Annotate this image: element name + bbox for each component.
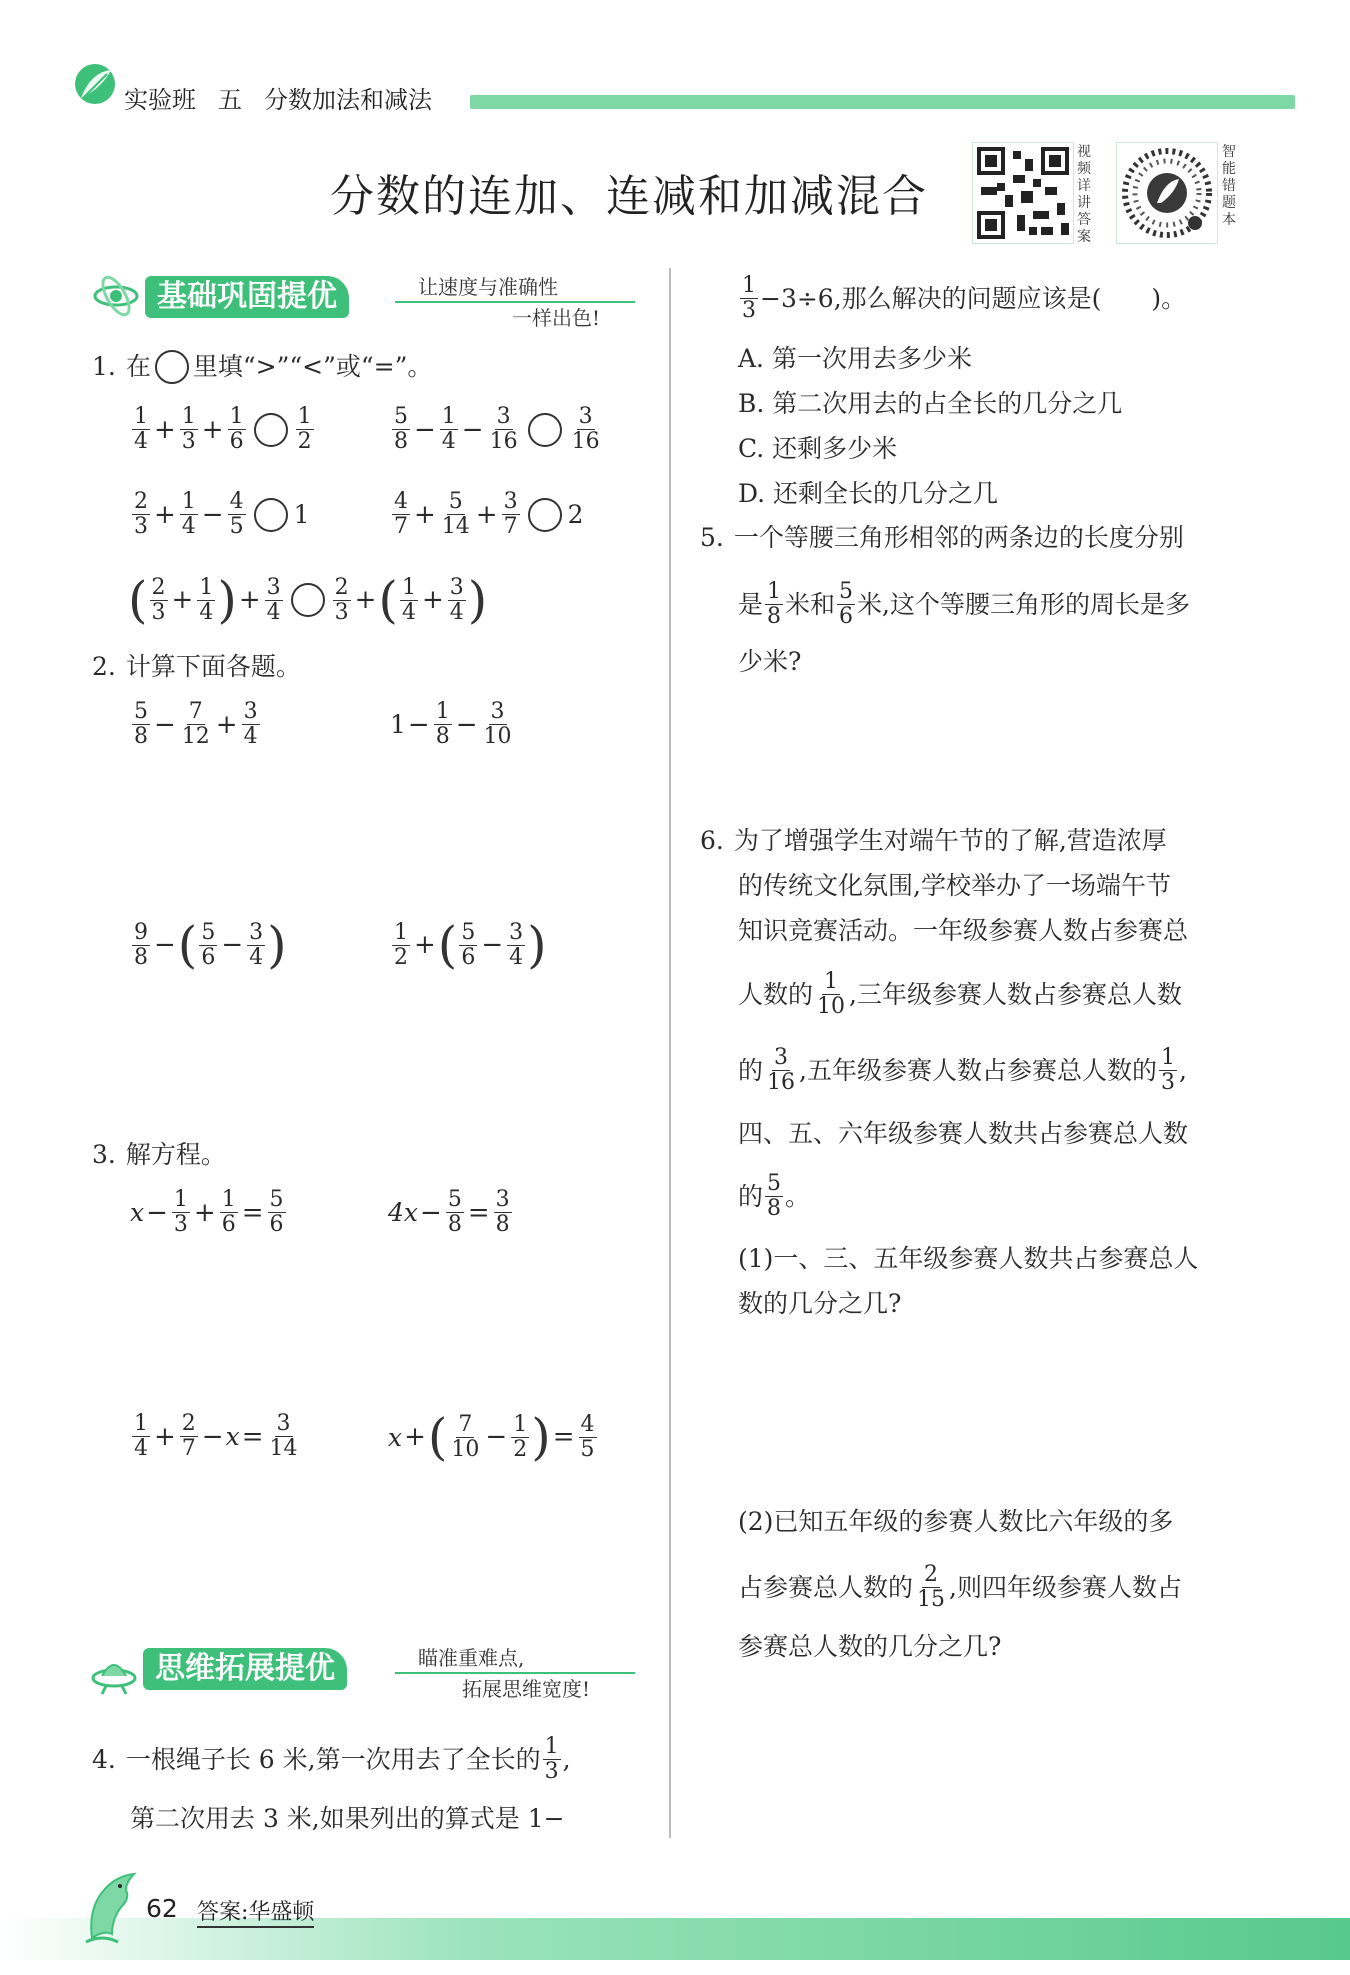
math-symbol: = xyxy=(552,1422,575,1452)
text-span: ,则四年级参赛人数占 xyxy=(949,1572,1182,1602)
fraction xyxy=(482,700,514,749)
fraction xyxy=(446,1188,464,1237)
section-extension-note-2: 拓展思维宽度! xyxy=(462,1677,591,1701)
math-symbol: − xyxy=(420,1197,442,1228)
numerator: 3 xyxy=(495,1187,510,1212)
section-basic-note-1: 让速度与准确性 xyxy=(418,275,558,299)
numerator: 5 xyxy=(269,1187,284,1212)
question-4-line-3 xyxy=(738,274,1186,323)
fraction xyxy=(815,970,847,1019)
text-span: , xyxy=(1178,1055,1187,1085)
math-symbol: + xyxy=(404,1422,426,1452)
denominator: 6 xyxy=(461,944,476,970)
denominator: 6 xyxy=(839,604,854,629)
fraction xyxy=(440,405,458,454)
text-span: 计算下面各题。 xyxy=(125,652,301,681)
parenthesis: ) xyxy=(467,571,488,629)
text-span: 3. xyxy=(92,1140,116,1169)
text-span: 人数的 xyxy=(738,979,814,1009)
q1-expr-4 xyxy=(390,490,584,539)
fraction xyxy=(507,921,525,970)
math-symbol: + xyxy=(193,1197,216,1228)
denominator: 14 xyxy=(269,1436,298,1461)
math-symbol: − xyxy=(221,930,244,960)
numerator: 5 xyxy=(447,1187,462,1212)
numerator: 1 xyxy=(199,574,214,600)
question-5-line-2 xyxy=(738,580,1190,629)
answer-circle[interactable] xyxy=(254,413,288,447)
numerator: 5 xyxy=(394,404,408,429)
numerator: 7 xyxy=(458,1411,473,1437)
denominator: 8 xyxy=(447,1212,462,1237)
parenthesis: ( xyxy=(437,916,458,974)
denominator: 12 xyxy=(181,724,210,749)
denominator: 3 xyxy=(742,298,756,323)
denominator: 3 xyxy=(1160,1070,1175,1095)
numerator: 3 xyxy=(503,489,518,514)
question-5 xyxy=(700,521,1184,555)
fraction xyxy=(172,1188,190,1237)
answer-circle[interactable] xyxy=(528,413,562,447)
numerator: 1 xyxy=(181,489,196,514)
math-symbol: x xyxy=(388,1422,403,1452)
numerator: 4 xyxy=(229,489,244,514)
numerator: 1 xyxy=(435,699,450,724)
question-6-line-7 xyxy=(738,1172,810,1221)
text-span: 里填“>”“<”或“=”。 xyxy=(192,352,433,381)
question-1 xyxy=(92,350,432,384)
numerator: 2 xyxy=(181,1411,196,1436)
denominator: 16 xyxy=(767,1070,796,1095)
denominator: 8 xyxy=(767,604,782,629)
fraction xyxy=(180,490,198,539)
fraction xyxy=(228,405,246,454)
denominator: 6 xyxy=(221,1212,236,1237)
fraction xyxy=(268,1188,286,1237)
numerator: 5 xyxy=(134,699,148,724)
fraction xyxy=(132,1412,150,1461)
question-4-line-2: 第二次用去 3 米,如果列出的算式是 1− xyxy=(130,1804,565,1833)
numerator: 3 xyxy=(509,919,524,945)
fraction xyxy=(837,580,855,629)
numerator: 1 xyxy=(544,1734,559,1759)
q2-expr-2 xyxy=(390,700,516,749)
math-symbol: = xyxy=(241,1197,264,1228)
numerator: 1 xyxy=(221,1187,236,1212)
numerator: 3 xyxy=(496,404,511,429)
fraction xyxy=(228,490,246,539)
fraction xyxy=(740,274,758,323)
fraction xyxy=(132,490,150,539)
fraction xyxy=(765,1046,797,1095)
parenthesis: ) xyxy=(527,916,547,974)
dolphin-icon xyxy=(82,1868,142,1946)
text-span: −3÷6,那么解决的问题应该是( )。 xyxy=(760,283,1187,313)
page-title: 分数的连加、连减和加减混合 xyxy=(330,171,928,222)
math-symbol: − xyxy=(461,414,484,445)
denominator: 3 xyxy=(151,599,166,625)
math-symbol: − xyxy=(146,1197,168,1228)
fraction xyxy=(502,490,520,539)
numerator: 2 xyxy=(151,574,166,600)
question-6-part-1-line-2: 数的几分之几? xyxy=(738,1289,902,1318)
denominator: 8 xyxy=(435,724,450,749)
numerator: 1 xyxy=(742,273,756,298)
denominator: 6 xyxy=(201,944,216,970)
fraction xyxy=(392,921,410,970)
math-symbol: + xyxy=(238,585,261,615)
q3-eq-1 xyxy=(130,1188,288,1237)
math-symbol: = xyxy=(467,1197,490,1228)
text-span: ,五年级参赛人数占参赛总人数的 xyxy=(799,1055,1157,1085)
numerator: 5 xyxy=(448,489,463,514)
numerator: 1 xyxy=(394,919,408,945)
section-basic-rule xyxy=(395,301,635,303)
numerator: 3 xyxy=(243,699,258,724)
denominator: 7 xyxy=(394,514,408,539)
fraction xyxy=(265,576,283,625)
denominator: 16 xyxy=(489,429,518,454)
section-extension-note-1: 瞄准重难点, xyxy=(418,1646,525,1670)
text-span: 1. xyxy=(92,352,116,381)
question-6-line-5 xyxy=(738,1046,1187,1095)
fraction xyxy=(150,576,168,625)
fraction xyxy=(448,576,466,625)
text-span: 是 xyxy=(738,589,764,619)
math-symbol: − xyxy=(455,709,478,740)
text-span: 米和 xyxy=(785,589,836,619)
header-unit: 五 xyxy=(218,86,242,114)
math-symbol: − xyxy=(485,1422,508,1452)
denominator: 6 xyxy=(269,1212,284,1237)
header-series: 实验班 xyxy=(124,86,196,114)
math-symbol: − xyxy=(201,499,224,530)
numerator: 2 xyxy=(134,489,148,514)
question-6-line-2: 的传统文化氛围,学校举办了一场端午节 xyxy=(738,871,1171,900)
math-symbol: + xyxy=(414,930,436,960)
qr-video-label: 视频详讲答案 xyxy=(1077,144,1091,245)
numerator: 4 xyxy=(580,1411,595,1437)
denominator: 4 xyxy=(181,514,196,539)
parenthesis: ( xyxy=(427,1408,448,1466)
denominator: 7 xyxy=(181,1436,196,1461)
math-symbol: − xyxy=(154,930,176,960)
q4-option-d: D. 还剩全长的几分之几 xyxy=(738,479,999,508)
fraction xyxy=(440,490,472,539)
text-span: , xyxy=(562,1744,571,1774)
column-divider xyxy=(669,268,671,1838)
numerator: 3 xyxy=(774,1045,789,1070)
fraction xyxy=(543,1735,561,1784)
text-span: 5. xyxy=(700,523,724,552)
denominator: 10 xyxy=(451,1436,480,1462)
question-6-part-1-line-1: (1)一、三、五年级参赛人数共占参赛总人 xyxy=(738,1244,1199,1273)
section-basic-note-2: 一样出色! xyxy=(512,306,601,330)
atom-icon xyxy=(92,272,140,320)
denominator: 7 xyxy=(503,514,518,539)
numerator: 3 xyxy=(490,699,505,724)
q4-option-a: A. 第一次用去多少米 xyxy=(738,344,972,373)
fraction xyxy=(242,700,260,749)
fraction xyxy=(570,405,602,454)
math-symbol: + xyxy=(154,499,176,530)
question-6-line-4 xyxy=(738,970,1182,1019)
text-span: 在 xyxy=(125,352,151,381)
parenthesis: ( xyxy=(128,571,148,629)
question-6-part-2-line-3: 参赛总人数的几分之几? xyxy=(738,1632,1002,1661)
wrong-questions-qr-icon xyxy=(1116,142,1218,244)
numerator: 1 xyxy=(134,1411,148,1436)
denominator: 8 xyxy=(767,1196,782,1221)
fraction xyxy=(488,405,520,454)
text-span: 米,这个等腰三角形的周长是多 xyxy=(857,589,1190,619)
fraction xyxy=(511,1413,529,1462)
numerator: 1 xyxy=(1160,1045,1175,1070)
leaf-logo-icon xyxy=(73,62,117,106)
math-symbol: 2 xyxy=(567,500,584,529)
q3-eq-3 xyxy=(130,1412,302,1461)
denominator: 4 xyxy=(441,429,456,454)
question-6-part-2-line-2 xyxy=(738,1563,1182,1612)
numerator: 3 xyxy=(249,919,264,945)
math-symbol: = xyxy=(241,1421,264,1452)
math-symbol: − xyxy=(154,709,176,740)
denominator: 4 xyxy=(199,599,214,625)
fraction xyxy=(494,1188,512,1237)
qr-wrongbook-label: 智能错题本 xyxy=(1222,144,1236,228)
fraction xyxy=(199,921,217,970)
numerator: 5 xyxy=(461,919,476,945)
math-symbol: − xyxy=(481,930,504,960)
qr-code-icon xyxy=(972,142,1074,244)
answer-circle[interactable] xyxy=(291,583,325,617)
denominator: 14 xyxy=(441,514,470,539)
fraction xyxy=(459,921,477,970)
denominator: 4 xyxy=(134,429,148,454)
ufo-icon xyxy=(90,1650,138,1698)
math-symbol: + xyxy=(414,499,436,530)
text-span: 为了增强学生对端午节的了解,营造浓厚 xyxy=(733,826,1167,855)
answer-circle[interactable] xyxy=(528,498,562,532)
compare-circle-icon xyxy=(155,350,189,384)
fraction xyxy=(132,921,150,970)
fraction xyxy=(180,700,212,749)
q2-expr-4 xyxy=(390,916,547,974)
denominator: 10 xyxy=(483,724,512,749)
header-breadcrumb xyxy=(124,80,454,115)
math-symbol: + xyxy=(154,1421,176,1452)
q2-expr-3 xyxy=(130,916,287,974)
denominator: 2 xyxy=(394,944,408,970)
numerator: 3 xyxy=(266,574,281,600)
fraction xyxy=(434,700,452,749)
fraction xyxy=(449,1413,481,1462)
text-span: 的 xyxy=(738,1055,764,1085)
numerator: 7 xyxy=(188,699,203,724)
numerator: 1 xyxy=(824,969,839,994)
denominator: 16 xyxy=(571,429,600,454)
numerator: 1 xyxy=(173,1187,188,1212)
q2-expr-1 xyxy=(130,700,262,749)
math-symbol: + xyxy=(354,585,377,615)
parenthesis: ) xyxy=(267,916,287,974)
numerator: 1 xyxy=(297,404,312,429)
parenthesis: ) xyxy=(217,571,237,629)
fraction xyxy=(220,1188,238,1237)
numerator: 5 xyxy=(767,1171,782,1196)
text-span: 。 xyxy=(785,1181,811,1211)
fraction xyxy=(579,1413,597,1462)
math-symbol: + xyxy=(171,585,194,615)
denominator: 6 xyxy=(229,429,244,454)
q3-eq-2 xyxy=(388,1188,514,1237)
numerator: 5 xyxy=(201,919,216,945)
parenthesis: ) xyxy=(531,1408,551,1466)
fraction xyxy=(765,1172,783,1221)
denominator: 4 xyxy=(509,944,524,970)
q1-expr-5 xyxy=(128,571,488,629)
denominator: 8 xyxy=(394,429,408,454)
section-extension-rule xyxy=(395,1672,635,1674)
numerator: 1 xyxy=(401,574,416,600)
denominator: 15 xyxy=(917,1587,946,1612)
header-bar xyxy=(470,95,1295,109)
math-symbol: 1 xyxy=(293,500,310,529)
denominator: 10 xyxy=(817,994,846,1019)
text-span: 4. xyxy=(92,1744,116,1774)
q3-eq-4 xyxy=(388,1408,599,1466)
numerator: 5 xyxy=(839,579,854,604)
fraction xyxy=(1159,1046,1177,1095)
section-basic-title: 基础巩固提优 xyxy=(145,276,349,318)
denominator: 8 xyxy=(134,724,148,749)
parenthesis: ( xyxy=(177,916,198,974)
fraction xyxy=(197,576,215,625)
fraction xyxy=(132,405,150,454)
q1-expr-3 xyxy=(130,490,310,539)
numerator: 2 xyxy=(924,1562,939,1587)
numerator: 4 xyxy=(394,489,408,514)
numerator: 3 xyxy=(449,574,464,600)
question-6-line-6: 四、五、六年级参赛人数共占参赛总人数 xyxy=(738,1119,1189,1148)
question-5-line-3: 少米? xyxy=(738,647,802,676)
question-2 xyxy=(92,650,301,684)
denominator: 2 xyxy=(513,1436,528,1462)
fraction xyxy=(268,1412,300,1461)
denominator: 4 xyxy=(401,599,416,625)
text-span: 解方程。 xyxy=(125,1140,226,1169)
numerator: 9 xyxy=(134,919,148,945)
math-symbol: + xyxy=(215,709,238,740)
math-symbol: + xyxy=(201,414,224,445)
text-span: 的 xyxy=(738,1181,764,1211)
denominator: 5 xyxy=(580,1436,595,1462)
math-symbol: + xyxy=(421,585,444,615)
fraction xyxy=(765,580,783,629)
text-span: 2. xyxy=(92,652,116,681)
denominator: 4 xyxy=(449,599,464,625)
denominator: 8 xyxy=(495,1212,510,1237)
text-span: 6. xyxy=(700,826,724,855)
math-symbol: x xyxy=(225,1422,240,1451)
fraction xyxy=(132,700,150,749)
answer-label: 答案:华盛顿 xyxy=(197,1895,314,1928)
q4-option-c: C. 还剩多少米 xyxy=(738,434,898,463)
numerator: 3 xyxy=(578,404,593,429)
fraction xyxy=(247,921,265,970)
numerator: 2 xyxy=(334,574,349,600)
math-symbol: − xyxy=(407,709,430,740)
denominator: 4 xyxy=(134,1436,148,1461)
denominator: 8 xyxy=(134,944,148,970)
denominator: 5 xyxy=(229,514,244,539)
numerator: 1 xyxy=(229,404,244,429)
denominator: 4 xyxy=(249,944,264,970)
math-symbol: − xyxy=(414,414,436,445)
math-symbol: 4x xyxy=(388,1198,419,1227)
numerator: 1 xyxy=(441,404,456,429)
fraction xyxy=(296,405,314,454)
question-6-line-3: 知识竞赛活动。一年级参赛人数占参赛总 xyxy=(738,916,1189,945)
fraction xyxy=(915,1563,947,1612)
denominator: 3 xyxy=(181,429,196,454)
section-extension-title: 思维拓展提优 xyxy=(143,1648,347,1690)
denominator: 4 xyxy=(243,724,258,749)
q1-expr-1 xyxy=(130,405,316,454)
math-symbol: − xyxy=(201,1421,224,1452)
page-number: 62 xyxy=(146,1894,178,1923)
math-symbol: + xyxy=(154,414,176,445)
fraction xyxy=(392,490,410,539)
denominator: 3 xyxy=(334,599,349,625)
fraction xyxy=(180,1412,198,1461)
header-chapter: 分数加法和减法 xyxy=(264,86,432,114)
math-symbol: 1 xyxy=(390,710,406,739)
text-span: ,三年级参赛人数占参赛总人数 xyxy=(849,979,1182,1009)
numerator: 1 xyxy=(134,404,148,429)
denominator: 3 xyxy=(544,1759,559,1784)
parenthesis: ( xyxy=(378,571,398,629)
fraction xyxy=(392,405,410,454)
numerator: 1 xyxy=(181,404,196,429)
question-6-part-2-line-1: (2)已知五年级的参赛人数比六年级的多 xyxy=(738,1507,1174,1536)
question-6 xyxy=(700,824,1167,858)
denominator: 3 xyxy=(173,1212,188,1237)
question-4 xyxy=(92,1735,571,1784)
denominator: 2 xyxy=(297,429,312,454)
question-3 xyxy=(92,1138,226,1172)
math-symbol: + xyxy=(475,499,498,530)
denominator: 4 xyxy=(266,599,281,625)
q4-option-b: B. 第二次用去的占全长的几分之几 xyxy=(738,389,1123,418)
fraction xyxy=(333,576,351,625)
numerator: 1 xyxy=(513,1411,528,1437)
fraction xyxy=(400,576,418,625)
fraction xyxy=(180,405,198,454)
text-span: 一个等腰三角形相邻的两条边的长度分别 xyxy=(733,523,1184,552)
numerator: 1 xyxy=(767,579,782,604)
numerator: 3 xyxy=(276,1411,291,1436)
text-span: 一根绳子长 6 米,第一次用去了全长的 xyxy=(125,1744,541,1774)
denominator: 3 xyxy=(134,514,148,539)
math-symbol: x xyxy=(130,1198,145,1227)
q1-expr-2 xyxy=(390,405,604,454)
answer-circle[interactable] xyxy=(254,498,288,532)
text-span: 占参赛总人数的 xyxy=(738,1572,914,1602)
